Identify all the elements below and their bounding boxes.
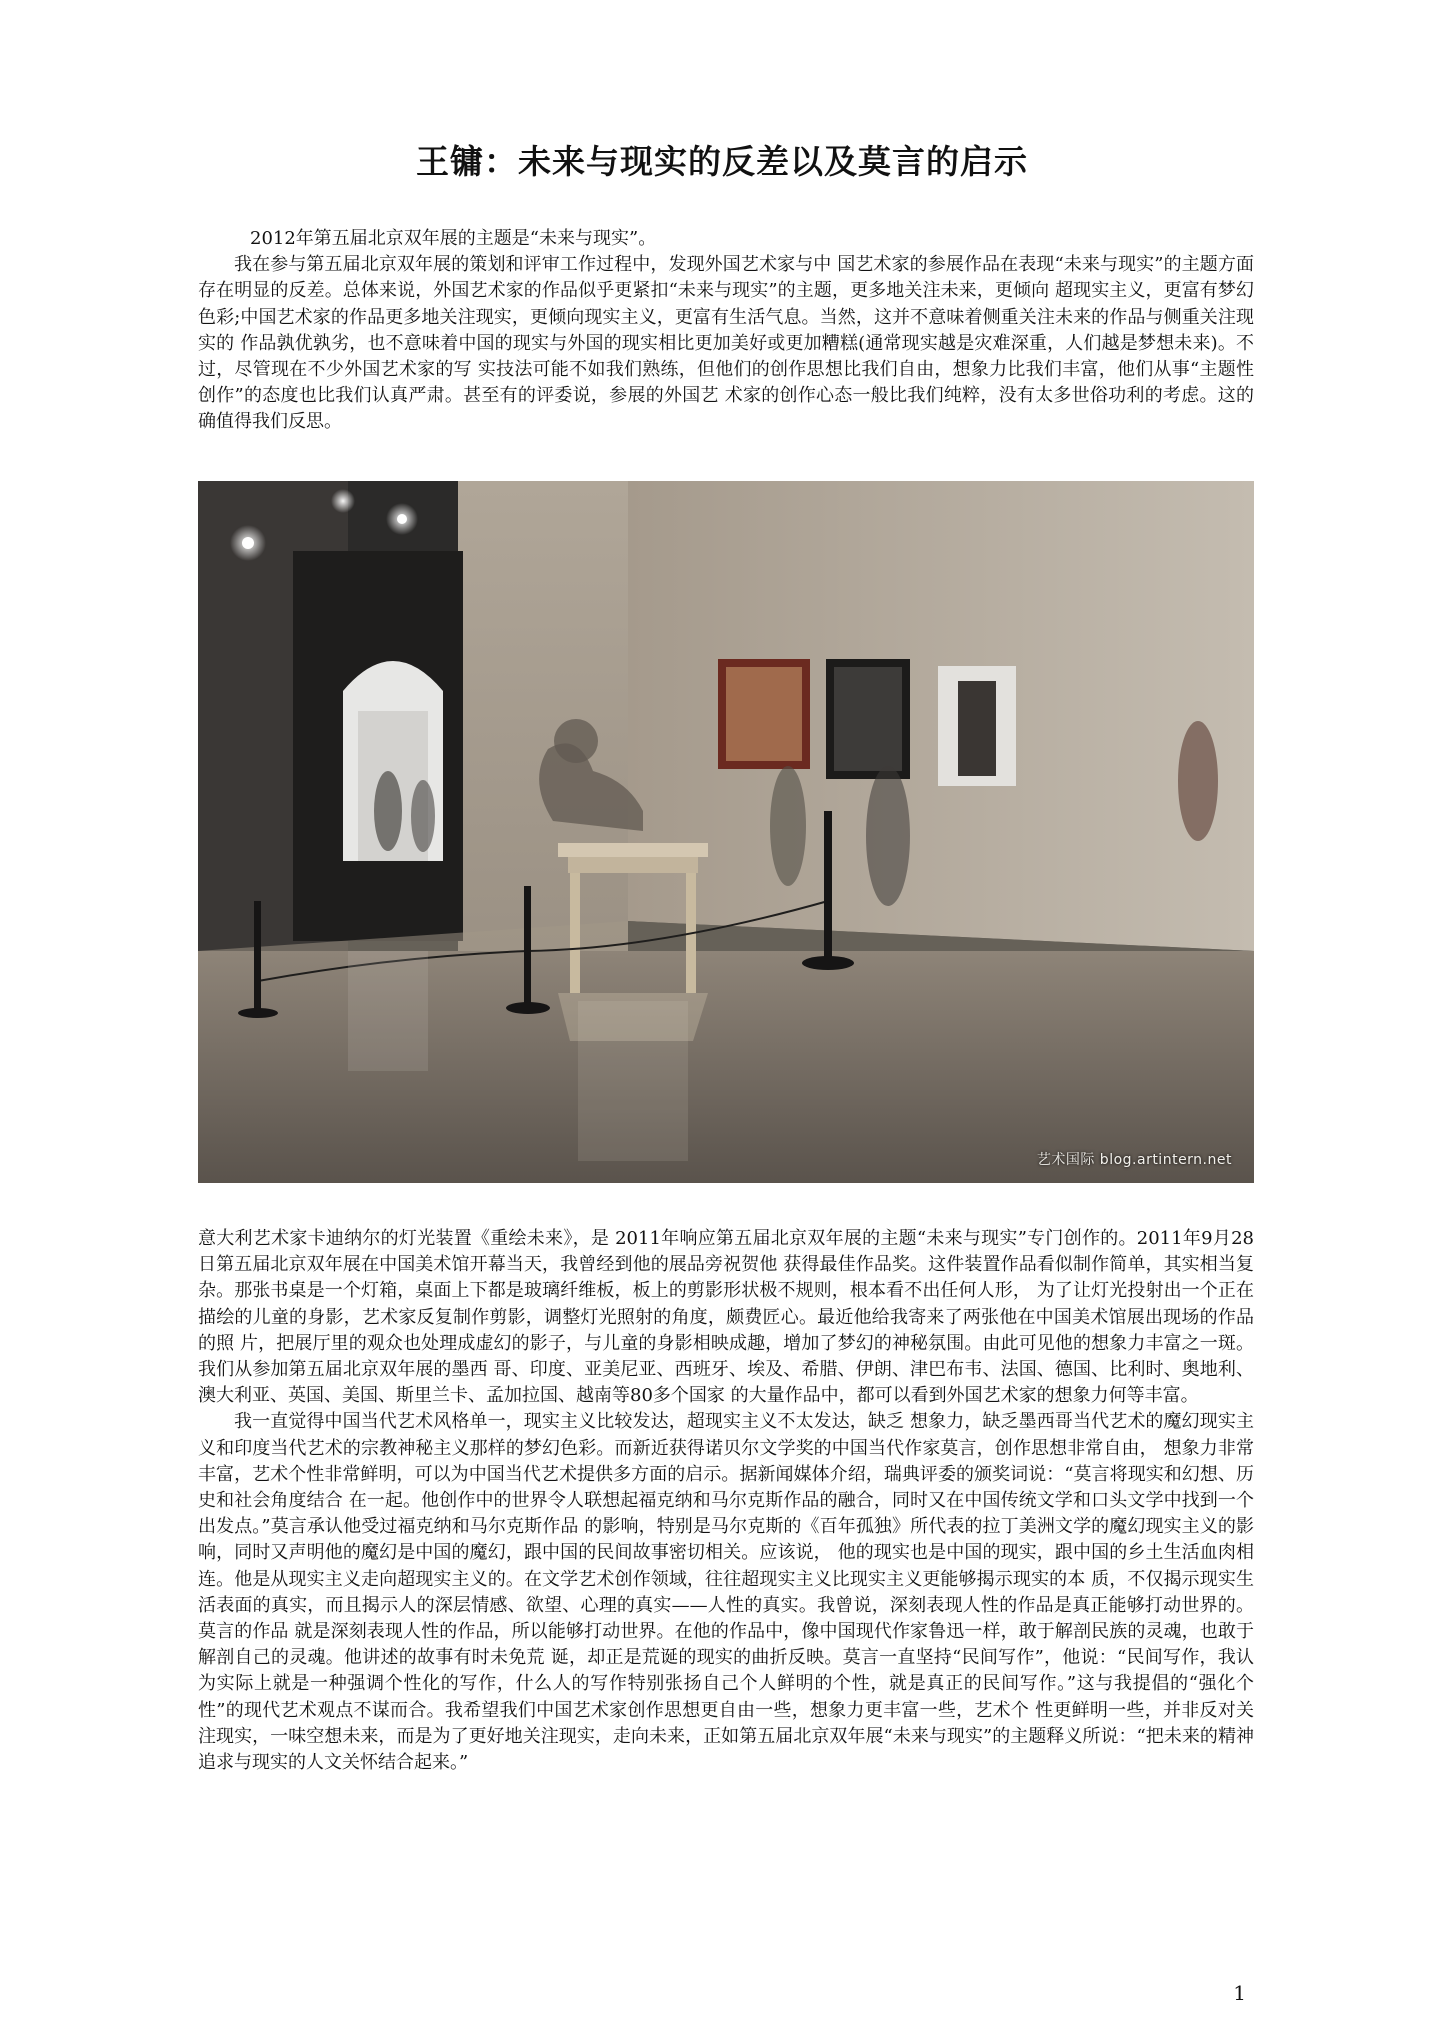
intro-paragraph: 我在参与第五届北京双年展的策划和评审工作过程中，发现外国艺术家与中 国艺术家的参展作品在表现“未来与现实”的主题方面存在明显的反差。总体来说，外国艺术家的作品似乎更紧扣“未来与现实”的主题，更多地关注未来，更倾向 超现实主义，更富有梦幻色彩;中国艺术家的作品更多地关注现实，更倾向现实主义，更富有生活气息。当然，这并不意味着侧重关注未来的作品与侧重关注现实的 作品孰优孰劣，也不意味着中国的现实与外国的现实相比更加美好或更加糟糕(通常现实越是灾难深重，人们越是梦想未来)。不过，尽管现在不少外国艺术家的写 实技法可能不如我们熟练，但他们的创作思想比我们自由，想象力比我们丰富，他们从事“主题性创作”的态度也比我们认真严肃。甚至有的评委说，参展的外国艺 术家的创作心态一般比我们纯粹，没有太多世俗功利的考虑。这的确值得我们反思。 bbox=[198, 254, 1254, 433]
theme-paragraph: 2012年第五届北京双年展的主题是“未来与现实”。 bbox=[250, 228, 657, 249]
main-section bbox=[198, 1226, 1254, 1776]
mo-yan-paragraph: 我一直觉得中国当代艺术风格单一，现实主义比较发达，超现实主义不太发达，缺乏 想象力，缺乏墨西哥当代艺术的魔幻现实主义和印度当代艺术的宗教神秘主义那样的梦幻色彩。而新近获得诺贝尔文学奖的中国当代作家莫言，创作思想非常自由， 想象力非常丰富，艺术个性非常鲜明，可以为中国当代艺术提供多方面的启示。据新闻媒体介绍，瑞典评委的颁奖词说：“莫言将现实和幻想、历史和社会角度结合 在一起。他创作中的世界令人联想起福克纳和马尔克斯作品的融合，同时又在中国传统文学和口头文学中找到一个出发点。”莫言承认他受过福克纳和马尔克斯作品 的影响，特别是马尔克斯的《百年孤独》所代表的拉丁美洲文学的魔幻现实主义的影响，同时又声明他的魔幻是中国的魔幻，跟中国的民间故事密切相关。应该说， 他的现实也是中国的现实，跟中国的乡土生活血肉相连。他是从现实主义走向超现实主义的。在文学艺术创作领域，往往超现实主义比现实主义更能够揭示现实的本 质，不仅揭示现实生活表面的真实，而且揭示人的深层情感、欲望、心理的真实——人性的真实。我曾说，深刻表现人性的作品是真正能够打动世界的。莫言的作品 就是深刻表现人性的作品，所以能够打动世界。在他的作品中，像中国现代作家鲁迅一样，敢于解剖民族的灵魂，也敢于解剖自己的灵魂。他讲述的故事有时未免荒 诞，却正是荒诞的现实的曲折反映。莫言一直坚持“民间写作”，他说：“民间写作，我认为实际上就是一种强调个性化的写作，什么人的写作特别张扬自己个人鲜明的个性，就是真正的民间写作。”这与我提倡的“强化个性”的现代艺术观点不谋而合。我希望我们中国艺术家创作思想更自由一些，想象力更丰富一些，艺术个 性更鲜明一些，并非反对关注现实，一味空想未来，而是为了更好地关注现实，走向未来，正如第五届北京双年展“未来与现实”的主题释义所说：“把未来的精神 追求与现实的人文关怀结合起来。” bbox=[198, 1411, 1254, 1774]
gallery-photo-illustration bbox=[198, 481, 1254, 1183]
gallery-photo bbox=[198, 481, 1254, 1183]
intro-section bbox=[198, 226, 1254, 436]
photo-watermark: 艺术国际 blog.artintern.net bbox=[1036, 1152, 1232, 1168]
article-title: 王镛：未来与现实的反差以及莫言的启示 bbox=[416, 142, 1028, 181]
installation-paragraph: 意大利艺术家卡迪纳尔的灯光装置《重绘未来》，是 2011年响应第五届北京双年展的主题“未来与现实”专门创作的。2011年9月28日第五届北京双年展在中国美术馆开幕当天，我曾经到他的展品旁祝贺他 获得最佳作品奖。这件装置作品看似制作简单，其实相当复杂。那张书桌是一个灯箱，桌面上下都是玻璃纤维板，板上的剪影形状极不规则，根本看不出任何人形， 为了让灯光投射出一个正在描绘的儿童的身影，艺术家反复制作剪影，调整灯光照射的角度，颇费匠心。最近他给我寄来了两张他在中国美术馆展出现场的作品的照 片，把展厅里的观众也处理成虚幻的影子，与儿童的身影相映成趣，增加了梦幻的神秘氛围。由此可见他的想象力丰富之一斑。我们从参加第五届北京双年展的墨西 哥、印度、亚美尼亚、西班牙、埃及、希腊、伊朗、津巴布韦、法国、德国、比利时、奥地利、澳大利亚、英国、美国、斯里兰卡、孟加拉国、越南等80多个国家 的大量作品中，都可以看到外国艺术家的想象力何等丰富。 bbox=[198, 1228, 1254, 1407]
page-number: 1 bbox=[1233, 1981, 1246, 2005]
